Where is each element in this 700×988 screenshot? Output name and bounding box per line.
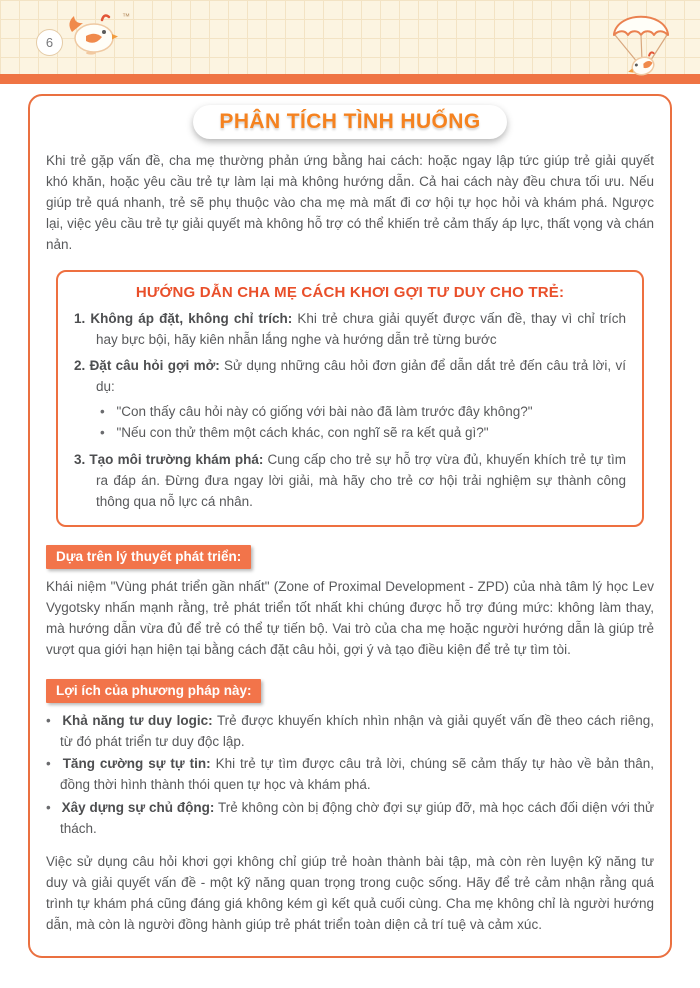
- benefits-list: [46, 711, 654, 841]
- page-number: 6: [45, 35, 54, 50]
- guide-box: [56, 270, 644, 527]
- example-question-text: "Nếu con thử thêm một cách khác, con nghĩ sẽ ra kết quả gì?": [116, 425, 489, 441]
- example-questions: [100, 402, 626, 444]
- guide-item-3: [74, 450, 626, 513]
- example-question: [100, 402, 626, 423]
- theory-label: Dựa trên lý thuyết phát triển:: [56, 548, 242, 564]
- example-question-text: "Con thấy câu hỏi này có giống với bài nào đã làm trước đây không?": [116, 404, 533, 420]
- guide-item-2: [74, 356, 626, 398]
- intro-paragraph: Khi trẻ gặp vấn đề, cha mẹ thường phản ứng bằng hai cách: hoặc ngay lập tức giúp trẻ giải quyết khó khăn, hoặc yêu cầu trẻ tự làm lại mà không hướng dẫn. Cả hai cách này đều chưa tối ưu. Nếu giúp trẻ quá nhanh, trẻ sẽ phụ thuộc vào cha mẹ mà mất đi cơ hội tự học hỏi và khám phá. Ngược lại, việc yêu cầu trẻ tự giải quyết mà không hỗ trợ có thể khiến trẻ cảm thấy áp lực, thất vọng và chán nản.: [46, 153, 654, 252]
- benefit-item: [46, 754, 654, 796]
- theory-paragraph: Khái niệm "Vùng phát triển gần nhất" (Zone of Proximal Development - ZPD) của nhà tâm lý học Lev Vygotsky nhấn mạnh rằng, trẻ phát triển tốt nhất khi chúng được hỗ trợ đúng mức: không làm thay, mà hướng dẫn vừa đủ để trẻ có thể tự tiến bộ. Vai trò của cha mẹ hoặc người hướng dẫn là giúp trẻ vượt qua giới hạn hiện tại bằng cách đặt câu hỏi, gợi ý và tạo điều kiện để trẻ tự tìm tòi.: [46, 578, 654, 657]
- closing-paragraph: Việc sử dụng câu hỏi khơi gợi không chỉ giúp trẻ hoàn thành bài tập, mà còn rèn luyện kỹ năng tư duy và giải quyết vấn đề - một kỹ năng quan trọng trong cuộc sống. Hãy để trẻ cảm nhận rằng quá trình tự khám phá cũng đáng giá không kém gì kết quả cuối cùng. Cha mẹ không chỉ là người hướng dẫn, mà còn là người đồng hành giúp trẻ phát triển toàn diện cả trí tuệ và cảm xúc.: [46, 854, 654, 932]
- parachute-chick-icon: [608, 6, 674, 85]
- page-header: [0, 0, 700, 74]
- theory-label-chip: [46, 545, 251, 569]
- guide-item-text: Sử dụng những câu hỏi đơn giản để dẫn dắt trẻ đến câu trả lời, ví dụ:: [96, 358, 626, 395]
- page-title-badge: [193, 105, 506, 139]
- example-question: [100, 423, 626, 444]
- guide-item-number: 2.: [74, 358, 86, 374]
- benefit-label: Khả năng tư duy logic:: [62, 712, 213, 728]
- content-frame: [28, 94, 672, 958]
- guide-item-label: Tạo môi trường khám phá:: [89, 452, 264, 468]
- guide-item-number: 1.: [74, 310, 86, 326]
- benefit-text: Khi trẻ tự tìm được câu trả lời, chúng sẽ cảm thấy tự hào về bản thân, đồng thời hình thành thói quen tự học và khám phá.: [60, 756, 654, 793]
- benefits-label-chip: [46, 679, 261, 703]
- guide-item-label: Đặt câu hỏi gợi mở:: [89, 358, 220, 374]
- page-number-badge: [36, 29, 63, 56]
- benefit-text: Trẻ không còn bị động chờ đợi sự giúp đỡ, mà học cách đối diện với thử thách.: [60, 800, 654, 837]
- benefit-item: [46, 711, 654, 753]
- page-title: PHÂN TÍCH TÌNH HUỐNG: [219, 110, 481, 133]
- benefit-label: Tăng cường sự tự tin:: [62, 756, 211, 772]
- guide-item-text: Cung cấp cho trẻ sự hỗ trợ vừa đủ, khuyến khích trẻ tự tìm ra đáp án. Đừng đưa ngay lời giải, mà hãy cho trẻ cơ hội trải nghiệm sự thành công thông qua nỗ lực cá nhân.: [96, 452, 626, 509]
- benefits-label: Lợi ích của phương pháp này:: [56, 682, 252, 698]
- benefit-item: [46, 798, 654, 840]
- guide-item-number: 3.: [74, 452, 86, 468]
- guide-item-1: [74, 309, 626, 351]
- trademark-symbol: ™: [122, 12, 130, 21]
- chick-logo-icon: [66, 10, 118, 61]
- guide-item-label: Không áp đặt, không chỉ trích:: [90, 310, 293, 326]
- guide-box-heading: HƯỚNG DẪN CHA MẸ CÁCH KHƠI GỢI TƯ DUY CHO TRẺ:: [135, 283, 565, 301]
- divider-bar: [0, 74, 700, 84]
- guide-item-text: Khi trẻ chưa giải quyết được vấn đề, thay vì chỉ trích hay bực bội, hãy kiên nhẫn lắng nghe và hướng dẫn trẻ từng bước: [96, 310, 626, 347]
- benefit-text: Trẻ được khuyến khích nhìn nhận và giải quyết vấn đề theo cách riêng, từ đó phát triển tư duy độc lập.: [60, 712, 654, 749]
- benefit-label: Xây dựng sự chủ động:: [61, 800, 215, 816]
